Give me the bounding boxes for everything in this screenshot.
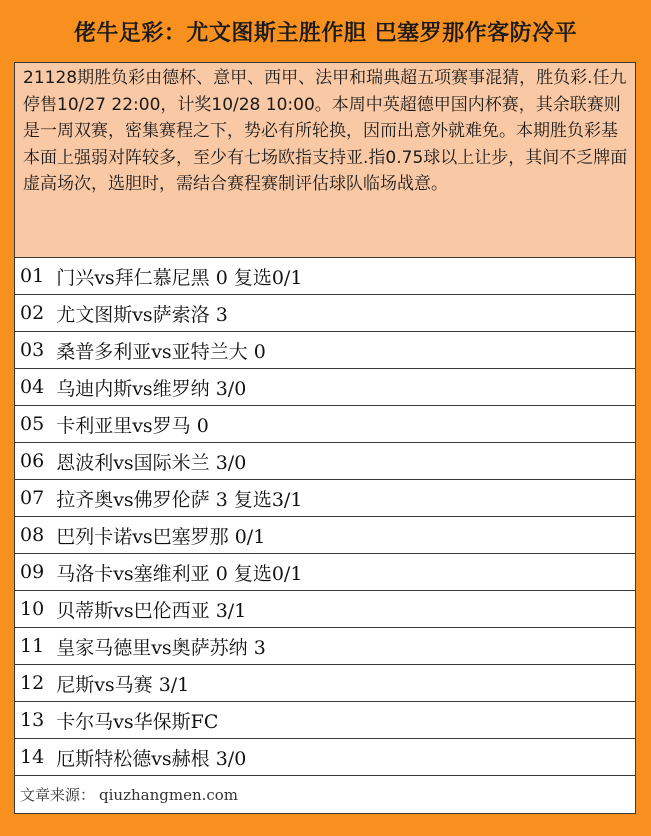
- match-number: 03: [20, 339, 45, 361]
- content-card: [14, 62, 636, 814]
- match-row: [15, 554, 635, 591]
- match-number: 11: [20, 635, 45, 657]
- match-text: 巴列卡诺vs巴塞罗那 0/1: [56, 525, 266, 548]
- match-text: 门兴vs拜仁慕尼黑 0 复选0/1: [56, 266, 303, 289]
- match-row: [15, 517, 635, 554]
- match-row: [15, 369, 635, 406]
- match-number: 04: [20, 376, 45, 398]
- match-text: 拉齐奥vs佛罗伦萨 3 复选3/1: [56, 488, 303, 511]
- match-text: 卡尔马vs华保斯FC: [56, 710, 219, 733]
- match-number: 14: [20, 746, 45, 768]
- source-site: qiuzhangmen.com: [99, 785, 239, 804]
- match-text: 厄斯特松德vs赫根 3/0: [56, 747, 247, 770]
- match-text: 尼斯vs马赛 3/1: [56, 673, 190, 696]
- match-number: 06: [20, 450, 45, 472]
- match-text: 贝蒂斯vs巴伦西亚 3/1: [56, 599, 247, 622]
- match-text: 尤文图斯vs萨索洛 3: [56, 303, 228, 326]
- source-line: [15, 776, 635, 813]
- match-number: 13: [20, 709, 45, 731]
- match-number: 01: [20, 265, 45, 287]
- match-text: 恩波利vs国际米兰 3/0: [56, 451, 247, 474]
- page-title: 佬牛足彩：尤文图斯主胜作胆 巴塞罗那作客防冷平: [73, 20, 578, 46]
- match-number: 12: [20, 672, 45, 694]
- match-number: 05: [20, 413, 45, 435]
- match-text: 皇家马德里vs奥萨苏纳 3: [56, 636, 266, 659]
- intro-paragraph: 21128期胜负彩由德杯、意甲、西甲、法甲和瑞典超五项赛事混猜，胜负彩.任九停售10/27 22:00，计奖10/28 10:00。本周中英超德甲国内杯赛，其余联赛则是一周双赛，密集赛程之下，势必有所轮换，因而出意外就难免。本期胜负彩基本面上强弱对阵较多，至少有七场欧指支持亚.指0.75球以上让步，其间不乏牌面虚高场次，选胆时，需结合赛程赛制评估球队临场战意。: [15, 63, 635, 258]
- match-number: 08: [20, 524, 45, 546]
- match-text: 马洛卡vs塞维利亚 0 复选0/1: [56, 562, 303, 585]
- match-number: 09: [20, 561, 45, 583]
- match-row: [15, 628, 635, 665]
- match-text: 桑普多利亚vs亚特兰大 0: [56, 340, 266, 363]
- match-row: [15, 406, 635, 443]
- match-text: 乌迪内斯vs维罗纳 3/0: [56, 377, 247, 400]
- match-row: [15, 332, 635, 369]
- match-number: 02: [20, 302, 45, 324]
- source-label: 文章来源：: [20, 786, 96, 804]
- match-list: [15, 258, 635, 776]
- match-row: [15, 739, 635, 776]
- match-number: 07: [20, 487, 45, 509]
- match-row: [15, 665, 635, 702]
- match-row: [15, 258, 635, 295]
- match-row: [15, 591, 635, 628]
- match-row: [15, 443, 635, 480]
- match-row: [15, 702, 635, 739]
- match-text: 卡利亚里vs罗马 0: [56, 414, 209, 437]
- match-row: [15, 295, 635, 332]
- match-row: [15, 480, 635, 517]
- match-number: 10: [20, 598, 45, 620]
